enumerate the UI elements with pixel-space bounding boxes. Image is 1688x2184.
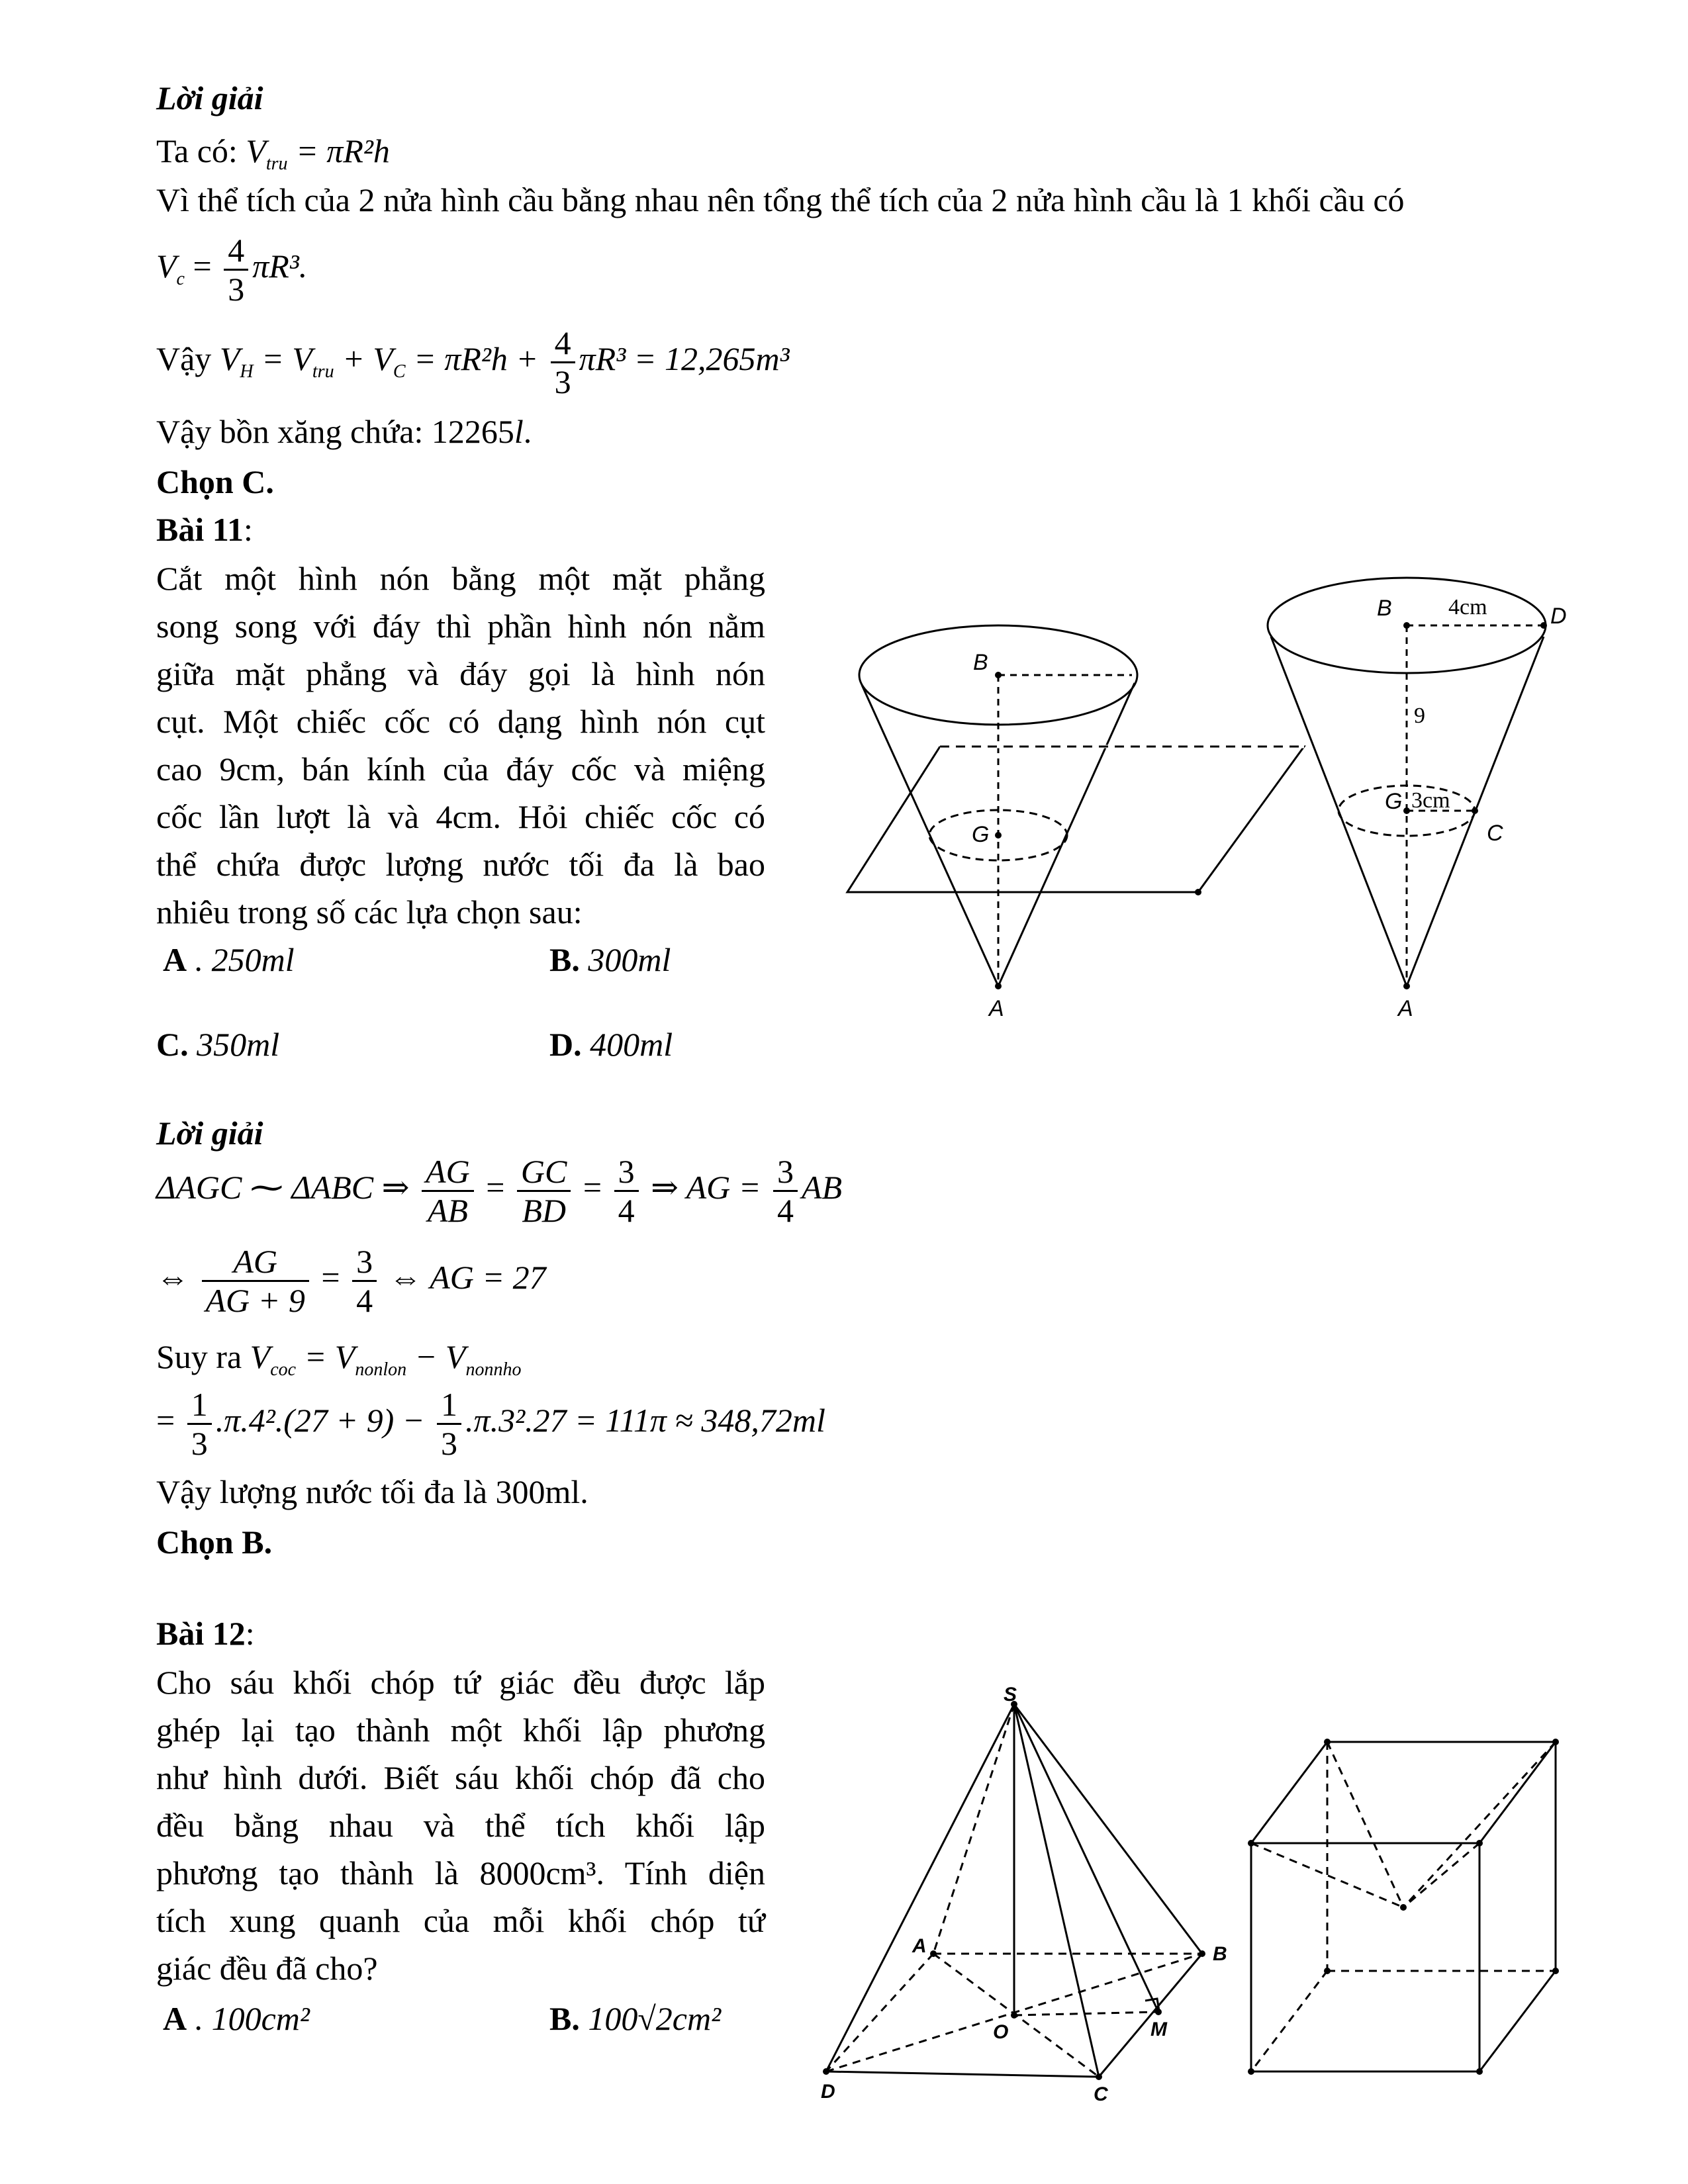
bai11-problem (156, 555, 765, 936)
label-9: 9 (1414, 704, 1425, 728)
formula-vh: Vậy $V_H = V_{tru} + V_C = \pi R^2h$ + $\frac{4}{3}$ πR³ = 12,265m³ (156, 324, 790, 400)
label-S: S (1004, 1684, 1017, 1706)
problem-line: đều bằng nhau và thể tích khối lập (156, 1807, 765, 1844)
fraction: $\frac{1}{3}$ (187, 1386, 212, 1462)
answer-b: Chọn B. (156, 1524, 273, 1561)
problem-line: tích xung quanh của mỗi khối chóp tứ (156, 1902, 765, 1939)
option-b: B. 300ml (549, 941, 671, 978)
label-D-right: D (1550, 604, 1567, 629)
problem-line: cao 9cm, bán kính của đáy cốc và miệng (156, 751, 765, 788)
bai11-sol-line4: = $\frac{1}{3}$ .π.4².(27 + 9) − $\frac{1}{3}$ .π.3².27 = 111π ≈ 348,72ml (156, 1386, 825, 1462)
fraction: $\frac{4}{3}$ (551, 324, 575, 400)
problem-line: như hình dưới. Biết sáu khối chóp đã cho (156, 1759, 765, 1796)
bai11-title: Bài 11: (156, 511, 253, 548)
problem-line: Cho sáu khối chóp tứ giác đều được lắp (156, 1664, 765, 1701)
label-C-right: C (1487, 821, 1503, 846)
option-d: D. 400ml (549, 1026, 673, 1063)
problem-line: nhiêu trong số các lựa chọn sau: (156, 893, 583, 931)
label-A: A (912, 1935, 927, 1957)
bai11-sol-line2: ⇔ $\frac{AG}{AG + 9}$ = $\frac{3}{4}$ ⇔ AG = 27 (156, 1243, 546, 1319)
bai12-title: Bài 12: (156, 1615, 255, 1652)
plane (847, 747, 1304, 892)
bai11-conclusion: Vậy lượng nước tối đa là 300ml. (156, 1473, 588, 1510)
problem-line: giác đều đã cho? (156, 1950, 378, 1987)
problem-line: giữa mặt phẳng và đáy gọi là hình nón (156, 655, 765, 692)
fraction: $\frac{3}{4}$ (352, 1243, 377, 1319)
bai11-sol-line3: Suy ra $V_{coc} = V_{nonlon} - V_{nonnho}$ (156, 1338, 522, 1380)
label-4cm: 4cm (1448, 595, 1487, 619)
fraction: $\frac{AG}{AB}$ (422, 1153, 474, 1229)
fraction: $\frac{3}{4}$ (614, 1153, 639, 1229)
problem-line: phương tạo thành là 8000cm³. Tính diện (156, 1854, 765, 1891)
bai11-solution-heading: Lời giải (156, 1115, 263, 1152)
fraction: $\frac{4}{3}$ (224, 232, 248, 308)
bai11-sol-line1: ΔAGC ⁓ ΔABC ⇒ $\frac{AG}{AB}$ = $\frac{GC}{BD}$ = $\frac{3}{4}$ ⇒ AG = $\frac{3}{4}$ AB (156, 1153, 843, 1229)
label-C: C (1094, 2083, 1108, 2105)
label-O: O (993, 2021, 1009, 2043)
fraction: $\frac{1}{3}$ (437, 1386, 461, 1462)
volume-line: Vậy bồn xăng chứa: 12265l. (156, 413, 532, 450)
label-A-left: A (989, 996, 1004, 1021)
label-A-right: A (1398, 996, 1413, 1021)
problem-line: Cắt một hình nón bằng một mặt phẳng (156, 560, 765, 597)
option-a: A . 250ml (163, 941, 295, 978)
label-B-left: B (973, 650, 988, 675)
label-M: M (1150, 2019, 1167, 2040)
bai12-option-b: B. 100√2cm² (549, 2000, 722, 2037)
label-D: D (821, 2081, 835, 2103)
problem-line: cốc lần lượt là và 4cm. Hỏi chiếc cốc có (156, 798, 765, 835)
answer-c: Chọn C. (156, 463, 274, 500)
problem-line: song song với đáy thì phần hình nón nằm (156, 608, 765, 645)
problem-line: thể chứa được lượng nước tối đa là bao (156, 846, 765, 883)
label-B: B (1213, 1943, 1227, 1965)
problem-line: cụt. Một chiếc cốc có dạng hình nón cụt (156, 703, 765, 740)
problem-line: ghép lại tạo thành một khối lập phương (156, 1711, 765, 1749)
bai12-problem (156, 1659, 765, 1992)
fraction: $\frac{GC}{BD}$ (517, 1153, 571, 1229)
formula-line-1: Ta có: $V_{tru} = \pi R^2h$ (156, 132, 390, 174)
fraction: $\frac{3}{4}$ (773, 1153, 798, 1229)
label-G-right: G (1385, 789, 1403, 814)
bai12-option-a: A . 100cm² (163, 2000, 310, 2037)
solution-heading: Lời giải (156, 79, 263, 116)
text-line-2: Vì thể tích của 2 nửa hình cầu bằng nhau nên tổng thể tích của 2 nửa hình cầu là 1 khối cầu có (156, 181, 1405, 218)
option-c: C. 350ml (156, 1026, 280, 1063)
cone-figure (841, 576, 1589, 1026)
fraction: $\frac{AG}{AG + 9}$ (202, 1243, 309, 1319)
formula-vc: $V_c$ = $\frac{4}{3}$ πR³. (156, 232, 308, 308)
label-B-right: B (1377, 596, 1392, 621)
label-3cm: 3cm (1411, 788, 1450, 813)
label-G-left: G (972, 822, 990, 847)
pyramid-cube-figure (801, 1681, 1595, 2144)
